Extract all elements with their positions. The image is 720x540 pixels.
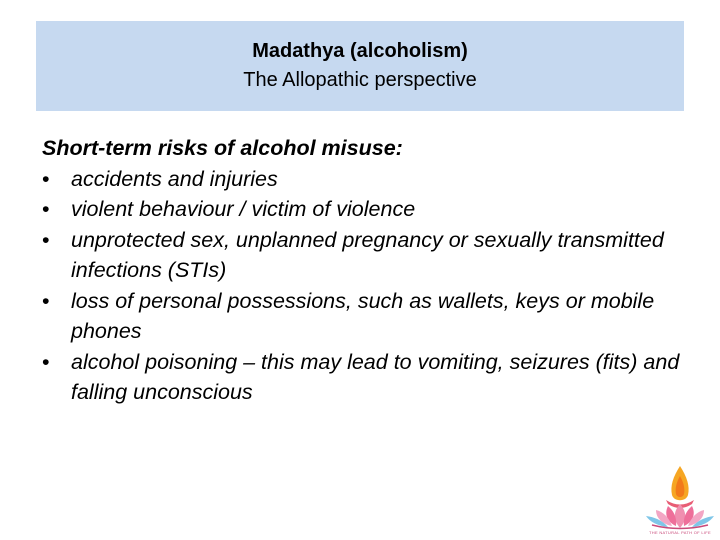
bullet-item xyxy=(42,194,692,225)
slide-title: Madathya (alcoholism) xyxy=(252,40,468,62)
brand-logo xyxy=(640,462,720,540)
bullet-text: unprotected sex, unplanned pregnancy or sexually transmitted infections (STIs) xyxy=(71,227,664,282)
slide-subtitle: The Allopathic perspective xyxy=(243,69,477,91)
bullet-text: accidents and injuries xyxy=(71,166,278,191)
lotus-lamp-icon xyxy=(640,462,720,532)
bullet-text: alcohol poisoning – this may lead to vomiting, seizures (fits) and falling unconscious xyxy=(71,349,680,404)
bullet-item xyxy=(42,347,692,408)
title-banner xyxy=(36,21,684,111)
bullet-item xyxy=(42,225,692,286)
slide-content xyxy=(42,133,692,408)
bullet-text: loss of personal possessions, such as wallets, keys or mobile phones xyxy=(71,288,655,343)
bullet-icon: • xyxy=(42,288,50,313)
bullet-item xyxy=(42,286,692,347)
content-heading: Short-term risks of alcohol misuse: xyxy=(42,136,403,160)
bullet-icon: • xyxy=(42,166,50,191)
bullet-text: violent behaviour / victim of violence xyxy=(71,197,416,221)
bullet-icon: • xyxy=(42,227,50,252)
bullet-icon: • xyxy=(42,197,50,221)
bullet-list xyxy=(42,164,692,408)
logo-caption: THE NATURAL PATH OF LIFE xyxy=(649,530,711,535)
bullet-icon: • xyxy=(42,349,50,374)
bullet-item xyxy=(42,164,692,195)
